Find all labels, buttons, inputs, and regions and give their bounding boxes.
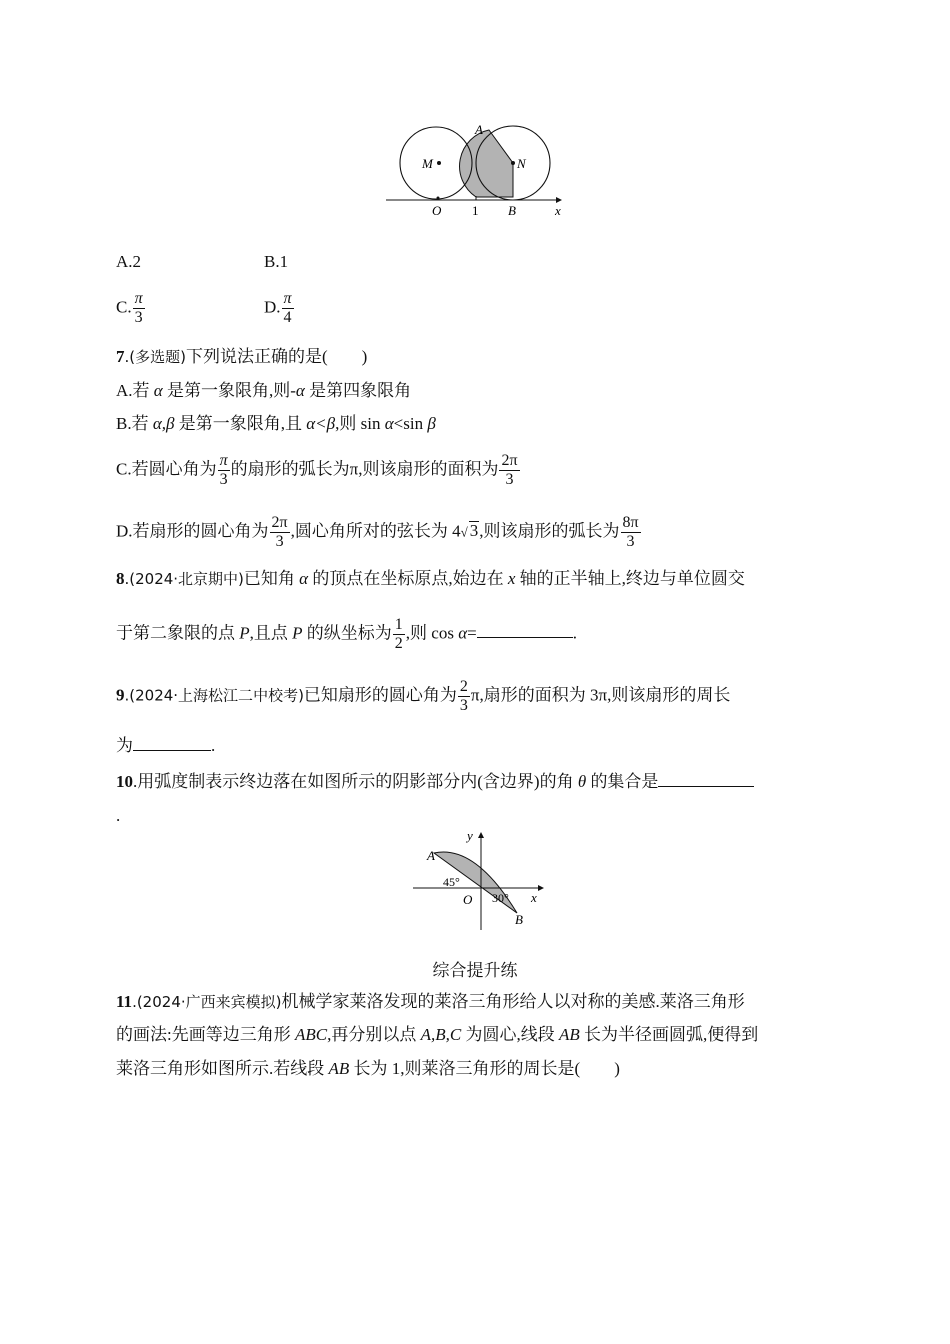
q7-option-d: D.若扇形的圆心角为 $\frac{2\pi}{3}$ ,圆心角所对的弦长为 4√ 3,则该扇形的弧长为 $\frac{8\pi}{3}$ bbox=[116, 514, 639, 550]
label-b: B bbox=[515, 912, 523, 927]
q7-option-a: A.若 α 是第一象限角,则-α 是第四象限角 bbox=[116, 381, 412, 400]
label-a: A bbox=[475, 122, 483, 137]
q7-option-c: C.若圆心角为 $\frac{\pi}{3}$ 的扇形的弧长为π,则该扇形的面积为 $\frac{2\pi}{3}$ bbox=[116, 452, 518, 488]
point-n bbox=[511, 161, 515, 165]
label-45: 45° bbox=[443, 875, 460, 889]
label-o: O bbox=[463, 892, 473, 907]
answer-blank[interactable] bbox=[658, 770, 754, 787]
option-a: A.2 bbox=[116, 252, 142, 271]
q10-line2: . bbox=[116, 806, 121, 825]
shaded-region bbox=[460, 130, 513, 197]
label-1: 1 bbox=[472, 203, 479, 218]
label-m: M bbox=[422, 156, 433, 171]
q7-stem: 7.(多选题)下列说法正确的是( ) bbox=[116, 347, 368, 366]
label-n: N bbox=[517, 156, 526, 171]
option-d: D. $\frac{\pi}{4}$ bbox=[264, 290, 292, 326]
label-b: B bbox=[508, 203, 516, 218]
answer-blank[interactable] bbox=[477, 621, 573, 638]
label-x: x bbox=[531, 890, 537, 905]
figure-two-circles bbox=[380, 118, 580, 222]
q8-line2: 于第二象限的点 P,且点 P 的纵坐标为 $\frac{1}{2}$ ,则 cos α= . bbox=[116, 616, 577, 652]
point-o bbox=[437, 197, 440, 200]
section-heading: 综合提升练 bbox=[432, 961, 518, 981]
q11-line2: 的画法:先画等边三角形 ABC,再分别以点 A,B,C 为圆心,线段 AB 长为半径画圆弧,便得到 bbox=[116, 1025, 759, 1044]
option-c: C. $\frac{\pi}{3}$ bbox=[116, 290, 143, 326]
label-y: y bbox=[467, 828, 473, 843]
q9-line1: 9.(2024·上海松江二中校考)已知扇形的圆心角为 $\frac{2}{3}$ π,扇形的面积为 3π,则该扇形的周长 bbox=[116, 678, 731, 714]
q11-line1: 11.(2024·广西来宾模拟)机械学家莱洛发现的莱洛三角形给人以对称的美感.莱洛三角形 bbox=[116, 992, 745, 1011]
label-a: A bbox=[427, 848, 435, 863]
q7-option-b: B.若 α,β 是第一象限角,且 α<β,则 sin α<sin β bbox=[116, 414, 436, 433]
label-30: 30° bbox=[492, 891, 509, 905]
y-axis-arrow bbox=[478, 832, 484, 838]
q11-line3: 莱洛三角形如图所示.若线段 AB 长为 1,则莱洛三角形的周长是( ) bbox=[116, 1059, 620, 1078]
q9-line2: 为 . bbox=[116, 736, 216, 755]
x-axis-arrow bbox=[538, 885, 544, 891]
label-o: O bbox=[432, 203, 442, 218]
q10-line1: 10.用弧度制表示终边落在如图所示的阴影部分内(含边界)的角 θ 的集合是 bbox=[116, 770, 754, 794]
figure-angle-region bbox=[405, 826, 550, 932]
q8-line1: 8.(2024·北京期中)已知角 α 的顶点在坐标原点,始边在 x 轴的正半轴上,终边与单位圆交 bbox=[116, 569, 745, 588]
point-m bbox=[437, 161, 441, 165]
label-x: x bbox=[555, 203, 561, 218]
option-b: B.1 bbox=[264, 252, 289, 271]
answer-blank[interactable] bbox=[133, 734, 211, 751]
